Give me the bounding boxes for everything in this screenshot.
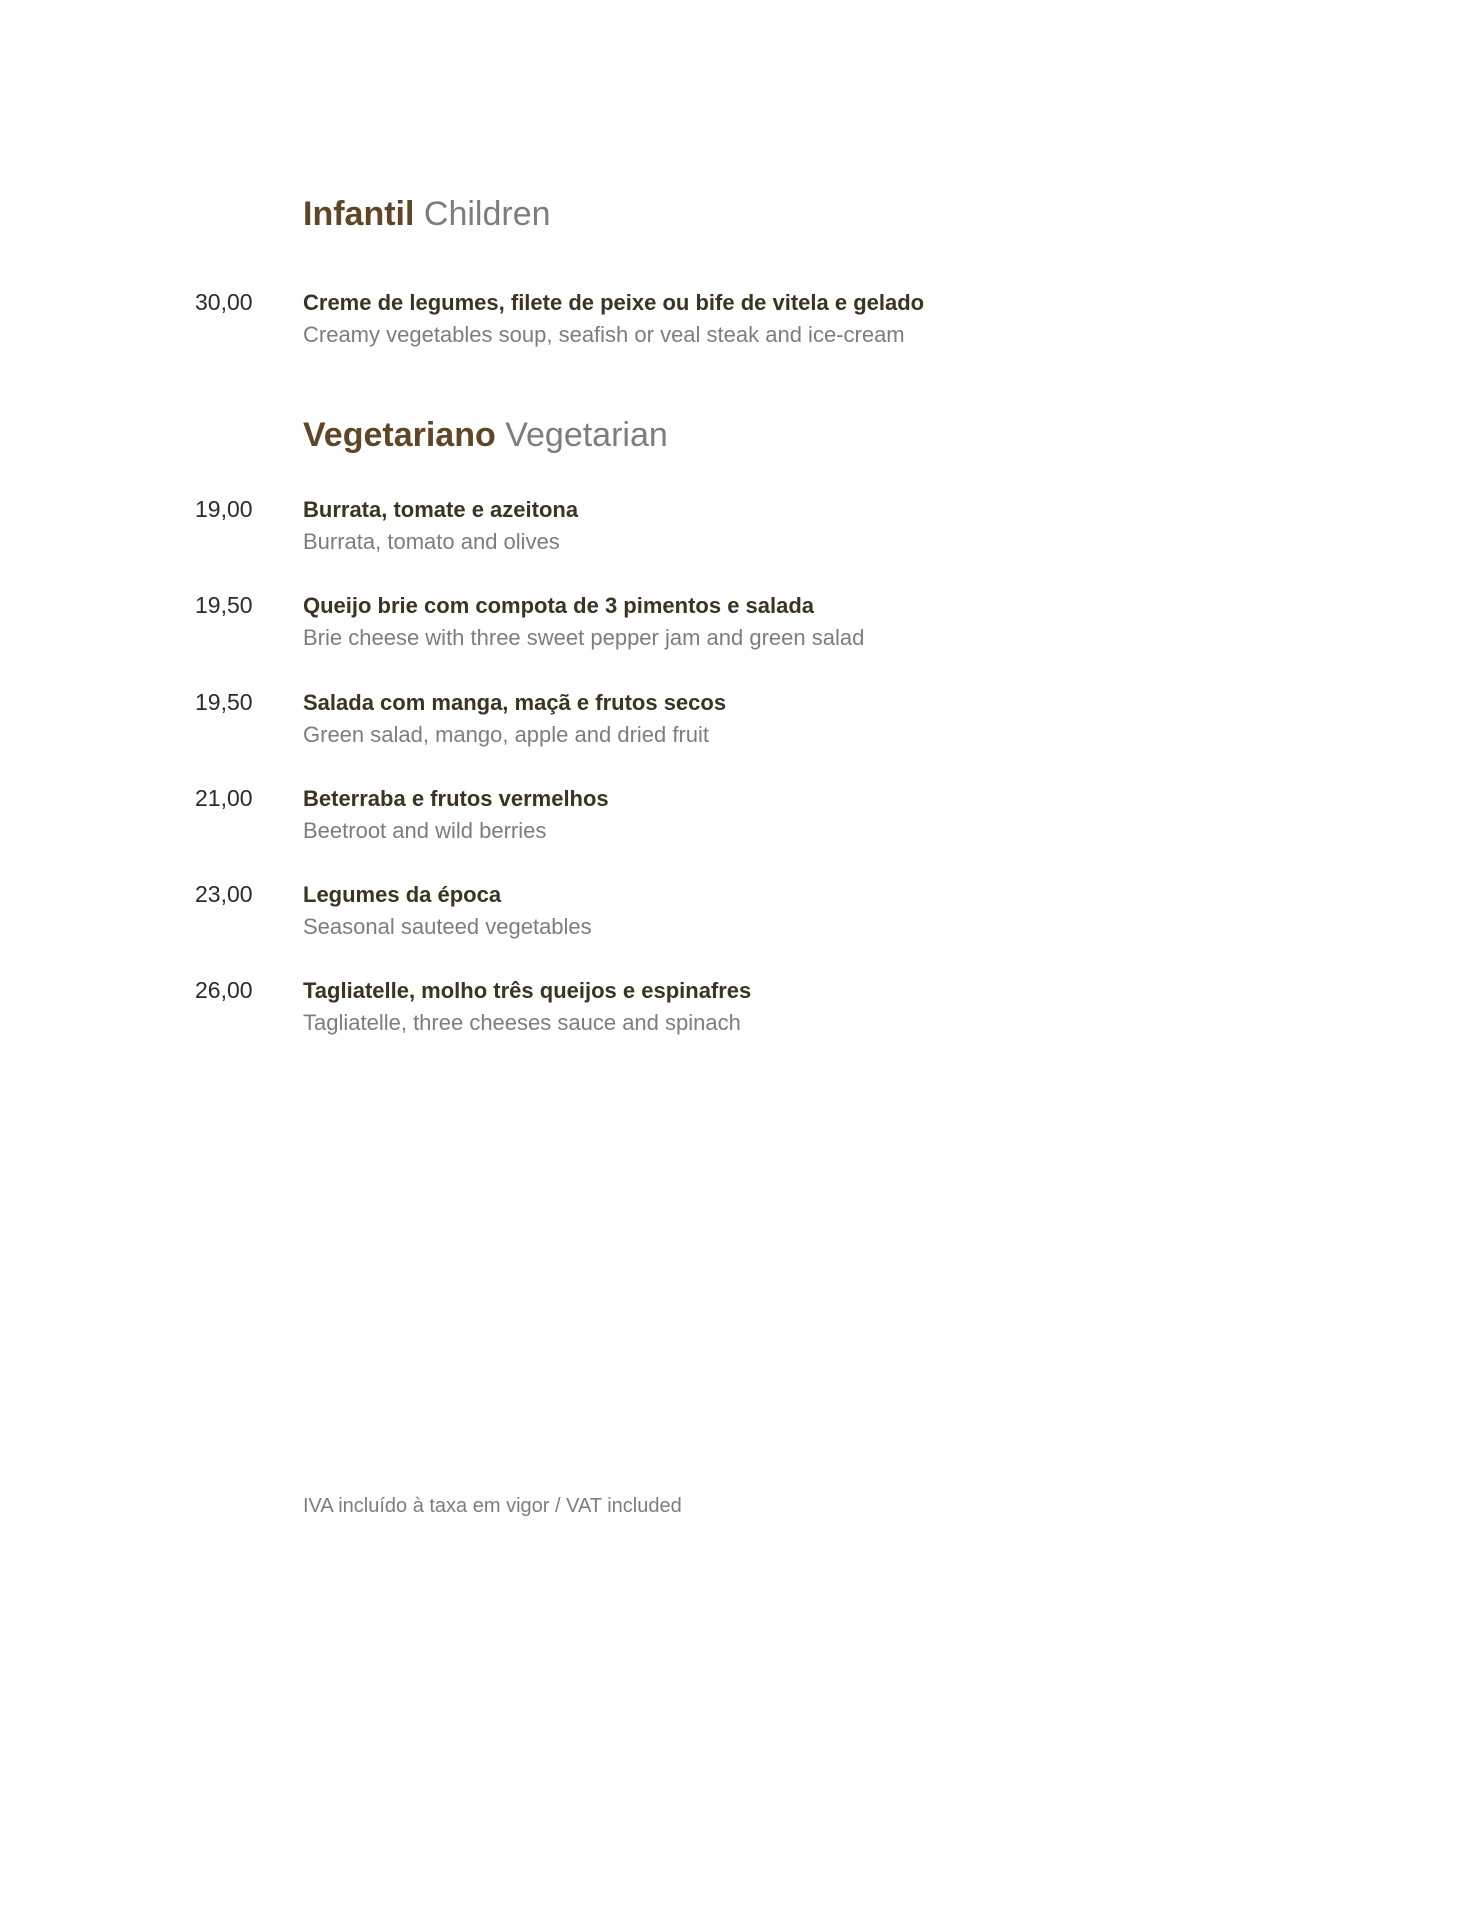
section-title-pt: Vegetariano <box>303 416 496 454</box>
item-name-en: Tagliatelle, three cheeses sauce and spinach <box>303 1010 741 1035</box>
menu-item <box>0 975 1484 1045</box>
menu-item <box>0 287 1484 357</box>
item-price: 21,00 <box>195 785 253 811</box>
item-price: 26,00 <box>195 977 253 1003</box>
section-title-pt: Infantil <box>303 195 415 233</box>
section-title-en: Vegetarian <box>505 416 668 454</box>
item-price: 19,50 <box>195 592 253 618</box>
item-price: 19,00 <box>195 496 253 522</box>
menu-item <box>0 494 1484 564</box>
item-name-pt: Beterraba e frutos vermelhos <box>303 786 609 811</box>
item-name-pt: Legumes da época <box>303 882 502 907</box>
item-name-en: Seasonal sauteed vegetables <box>303 914 592 939</box>
vat-footnote: IVA incluído à taxa em vigor / VAT included <box>303 1495 682 1517</box>
section-title-children <box>303 194 551 234</box>
item-name-en: Brie cheese with three sweet pepper jam and green salad <box>303 625 865 650</box>
item-name-pt: Tagliatelle, molho três queijos e espinafres <box>303 978 752 1003</box>
item-name-en: Beetroot and wild berries <box>303 818 547 843</box>
section-title-vegetarian <box>303 415 668 455</box>
item-price: 30,00 <box>195 289 253 315</box>
item-name-en: Green salad, mango, apple and dried fruit <box>303 722 710 747</box>
section-title-en: Children <box>423 195 551 233</box>
item-price: 19,50 <box>195 689 253 715</box>
item-name-pt: Queijo brie com compota de 3 pimentos e salada <box>303 593 815 618</box>
menu-item <box>0 783 1484 853</box>
item-name-pt: Salada com manga, maçã e frutos secos <box>303 690 727 715</box>
item-name-pt: Creme de legumes, filete de peixe ou bife de vitela e gelado <box>303 290 925 315</box>
item-name-en: Burrata, tomato and olives <box>303 529 560 554</box>
item-price: 23,00 <box>195 881 253 907</box>
menu-item <box>0 590 1484 660</box>
menu-item <box>0 687 1484 757</box>
menu-item <box>0 879 1484 949</box>
item-name-pt: Burrata, tomate e azeitona <box>303 497 579 522</box>
item-name-en: Creamy vegetables soup, seafish or veal steak and ice-cream <box>303 322 905 347</box>
